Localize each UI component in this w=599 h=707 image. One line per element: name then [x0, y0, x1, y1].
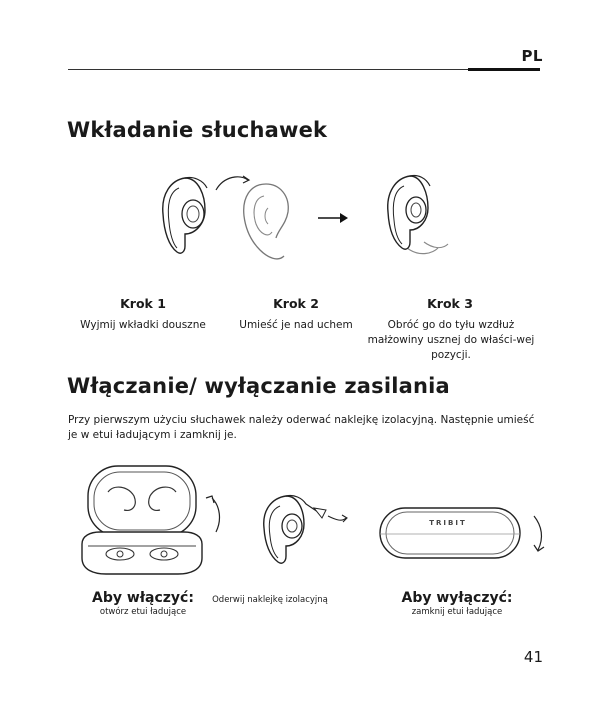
earbud-illustration-step1 — [155, 172, 215, 262]
step-1-description: Wyjmij wkładki douszne — [80, 319, 206, 331]
header-rule — [68, 69, 468, 70]
page-number: 41 — [523, 648, 543, 666]
power-paragraph: Przy pierwszym użyciu słuchawek należy oderwać naklejkę izolacyjną. Następnie umieść je w etui ładującym i zamknij je. — [68, 414, 535, 441]
ear-illustration-step2 — [238, 180, 294, 264]
step-3-description: Obróć go do tyłu wzdłuż małżowiny usznej do właści-wej pozycji. — [367, 319, 535, 361]
section-title-inserting: Wkładanie słuchawek — [67, 118, 328, 142]
step-3-title: Krok 3 — [427, 296, 473, 311]
header-rule-accent — [468, 68, 540, 71]
section-title-power: Włączanie/ wyłączanie zasilania — [67, 374, 450, 398]
power-off-title: Aby wyłączyć: — [401, 590, 513, 606]
step-2-description: Umieść je nad uchem — [239, 319, 353, 331]
power-on-description: otwórz etui ładujące — [99, 607, 187, 617]
case-brand-logo: TRIBIT — [429, 519, 467, 527]
remove-sticker-description: Oderwij naklejkę izolacyjną — [212, 595, 328, 605]
closed-charging-case-illustration — [378, 504, 554, 564]
arrow-right-icon — [318, 212, 348, 224]
open-charging-case-illustration — [78, 462, 228, 582]
language-code: PL — [521, 47, 543, 65]
power-off-description: zamknij etui ładujące — [411, 607, 503, 617]
step-1-title: Krok 1 — [120, 296, 166, 311]
power-on-title: Aby włączyć: — [92, 590, 194, 606]
step-2-title: Krok 2 — [273, 296, 319, 311]
earbud-on-ear-illustration-step3 — [380, 170, 456, 266]
earbud-sticker-illustration — [258, 490, 358, 570]
